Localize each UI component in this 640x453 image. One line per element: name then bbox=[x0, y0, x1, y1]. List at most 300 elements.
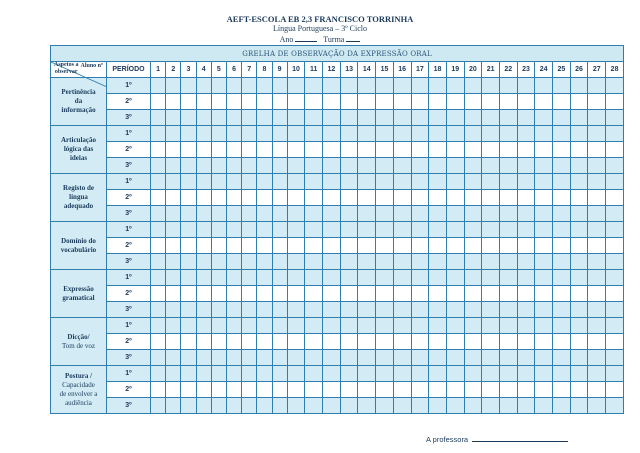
observation-cell[interactable] bbox=[499, 286, 517, 302]
turma-field[interactable] bbox=[346, 34, 360, 42]
observation-cell[interactable] bbox=[151, 238, 166, 254]
observation-cell[interactable] bbox=[358, 238, 376, 254]
observation-cell[interactable] bbox=[151, 286, 166, 302]
observation-cell[interactable] bbox=[429, 238, 447, 254]
observation-cell[interactable] bbox=[257, 334, 272, 350]
observation-cell[interactable] bbox=[429, 158, 447, 174]
observation-cell[interactable] bbox=[151, 318, 166, 334]
observation-cell[interactable] bbox=[411, 382, 429, 398]
observation-cell[interactable] bbox=[606, 238, 624, 254]
observation-cell[interactable] bbox=[257, 206, 272, 222]
observation-cell[interactable] bbox=[196, 270, 211, 286]
observation-cell[interactable] bbox=[553, 286, 571, 302]
observation-cell[interactable] bbox=[553, 350, 571, 366]
observation-cell[interactable] bbox=[305, 350, 323, 366]
observation-cell[interactable] bbox=[499, 334, 517, 350]
observation-cell[interactable] bbox=[499, 382, 517, 398]
observation-cell[interactable] bbox=[464, 286, 482, 302]
observation-cell[interactable] bbox=[411, 254, 429, 270]
observation-cell[interactable] bbox=[257, 286, 272, 302]
observation-cell[interactable] bbox=[535, 398, 553, 414]
observation-cell[interactable] bbox=[340, 286, 358, 302]
observation-cell[interactable] bbox=[181, 158, 196, 174]
observation-cell[interactable] bbox=[358, 110, 376, 126]
observation-cell[interactable] bbox=[287, 158, 305, 174]
observation-cell[interactable] bbox=[305, 238, 323, 254]
observation-cell[interactable] bbox=[257, 318, 272, 334]
observation-cell[interactable] bbox=[287, 238, 305, 254]
observation-cell[interactable] bbox=[429, 270, 447, 286]
observation-cell[interactable] bbox=[606, 158, 624, 174]
observation-cell[interactable] bbox=[257, 174, 272, 190]
observation-cell[interactable] bbox=[166, 318, 181, 334]
observation-cell[interactable] bbox=[606, 318, 624, 334]
observation-cell[interactable] bbox=[446, 174, 464, 190]
observation-cell[interactable] bbox=[211, 382, 226, 398]
observation-cell[interactable] bbox=[196, 318, 211, 334]
observation-cell[interactable] bbox=[358, 78, 376, 94]
observation-cell[interactable] bbox=[446, 350, 464, 366]
observation-cell[interactable] bbox=[606, 190, 624, 206]
observation-cell[interactable] bbox=[226, 142, 241, 158]
observation-cell[interactable] bbox=[499, 94, 517, 110]
observation-cell[interactable] bbox=[323, 206, 341, 222]
observation-cell[interactable] bbox=[429, 286, 447, 302]
observation-cell[interactable] bbox=[570, 286, 588, 302]
observation-cell[interactable] bbox=[376, 318, 394, 334]
observation-cell[interactable] bbox=[211, 142, 226, 158]
observation-cell[interactable] bbox=[606, 382, 624, 398]
observation-cell[interactable] bbox=[166, 286, 181, 302]
observation-cell[interactable] bbox=[340, 318, 358, 334]
observation-cell[interactable] bbox=[429, 126, 447, 142]
observation-cell[interactable] bbox=[482, 174, 500, 190]
observation-cell[interactable] bbox=[393, 110, 411, 126]
observation-cell[interactable] bbox=[588, 286, 606, 302]
observation-cell[interactable] bbox=[570, 190, 588, 206]
observation-cell[interactable] bbox=[606, 142, 624, 158]
observation-cell[interactable] bbox=[181, 318, 196, 334]
observation-cell[interactable] bbox=[517, 238, 535, 254]
observation-cell[interactable] bbox=[257, 110, 272, 126]
observation-cell[interactable] bbox=[181, 366, 196, 382]
observation-cell[interactable] bbox=[393, 190, 411, 206]
observation-cell[interactable] bbox=[588, 254, 606, 270]
signature-field[interactable] bbox=[472, 434, 568, 442]
observation-cell[interactable] bbox=[376, 142, 394, 158]
observation-cell[interactable] bbox=[272, 382, 287, 398]
observation-cell[interactable] bbox=[393, 382, 411, 398]
observation-cell[interactable] bbox=[272, 302, 287, 318]
observation-cell[interactable] bbox=[446, 238, 464, 254]
observation-cell[interactable] bbox=[323, 126, 341, 142]
observation-cell[interactable] bbox=[166, 382, 181, 398]
observation-cell[interactable] bbox=[272, 174, 287, 190]
observation-cell[interactable] bbox=[499, 238, 517, 254]
observation-cell[interactable] bbox=[499, 158, 517, 174]
observation-cell[interactable] bbox=[464, 382, 482, 398]
observation-cell[interactable] bbox=[257, 142, 272, 158]
observation-cell[interactable] bbox=[429, 78, 447, 94]
observation-cell[interactable] bbox=[305, 94, 323, 110]
observation-cell[interactable] bbox=[305, 222, 323, 238]
observation-cell[interactable] bbox=[499, 222, 517, 238]
observation-cell[interactable] bbox=[242, 366, 257, 382]
observation-cell[interactable] bbox=[393, 398, 411, 414]
observation-cell[interactable] bbox=[535, 270, 553, 286]
observation-cell[interactable] bbox=[257, 350, 272, 366]
observation-cell[interactable] bbox=[272, 398, 287, 414]
observation-cell[interactable] bbox=[181, 382, 196, 398]
observation-cell[interactable] bbox=[393, 334, 411, 350]
observation-cell[interactable] bbox=[429, 334, 447, 350]
observation-cell[interactable] bbox=[517, 350, 535, 366]
observation-cell[interactable] bbox=[242, 78, 257, 94]
observation-cell[interactable] bbox=[151, 222, 166, 238]
observation-cell[interactable] bbox=[446, 334, 464, 350]
observation-cell[interactable] bbox=[211, 286, 226, 302]
observation-cell[interactable] bbox=[196, 286, 211, 302]
observation-cell[interactable] bbox=[446, 366, 464, 382]
observation-cell[interactable] bbox=[499, 350, 517, 366]
observation-cell[interactable] bbox=[517, 334, 535, 350]
observation-cell[interactable] bbox=[553, 142, 571, 158]
observation-cell[interactable] bbox=[181, 190, 196, 206]
observation-cell[interactable] bbox=[226, 366, 241, 382]
observation-cell[interactable] bbox=[358, 158, 376, 174]
observation-cell[interactable] bbox=[446, 286, 464, 302]
observation-cell[interactable] bbox=[340, 174, 358, 190]
observation-cell[interactable] bbox=[570, 158, 588, 174]
observation-cell[interactable] bbox=[588, 382, 606, 398]
observation-cell[interactable] bbox=[242, 302, 257, 318]
observation-cell[interactable] bbox=[181, 270, 196, 286]
observation-cell[interactable] bbox=[272, 190, 287, 206]
observation-cell[interactable] bbox=[242, 318, 257, 334]
observation-cell[interactable] bbox=[429, 350, 447, 366]
observation-cell[interactable] bbox=[553, 158, 571, 174]
observation-cell[interactable] bbox=[340, 334, 358, 350]
observation-cell[interactable] bbox=[181, 398, 196, 414]
observation-cell[interactable] bbox=[570, 270, 588, 286]
observation-cell[interactable] bbox=[570, 94, 588, 110]
observation-cell[interactable] bbox=[242, 334, 257, 350]
observation-cell[interactable] bbox=[257, 78, 272, 94]
observation-cell[interactable] bbox=[287, 398, 305, 414]
observation-cell[interactable] bbox=[499, 206, 517, 222]
observation-cell[interactable] bbox=[358, 286, 376, 302]
observation-cell[interactable] bbox=[553, 126, 571, 142]
observation-cell[interactable] bbox=[166, 238, 181, 254]
observation-cell[interactable] bbox=[166, 126, 181, 142]
observation-cell[interactable] bbox=[411, 398, 429, 414]
observation-cell[interactable] bbox=[226, 286, 241, 302]
observation-cell[interactable] bbox=[517, 126, 535, 142]
observation-cell[interactable] bbox=[305, 302, 323, 318]
observation-cell[interactable] bbox=[166, 142, 181, 158]
observation-cell[interactable] bbox=[287, 142, 305, 158]
observation-cell[interactable] bbox=[181, 94, 196, 110]
observation-cell[interactable] bbox=[242, 158, 257, 174]
observation-cell[interactable] bbox=[588, 270, 606, 286]
observation-cell[interactable] bbox=[340, 350, 358, 366]
observation-cell[interactable] bbox=[376, 110, 394, 126]
observation-cell[interactable] bbox=[272, 94, 287, 110]
observation-cell[interactable] bbox=[287, 110, 305, 126]
observation-cell[interactable] bbox=[305, 270, 323, 286]
observation-cell[interactable] bbox=[196, 206, 211, 222]
observation-cell[interactable] bbox=[211, 366, 226, 382]
observation-cell[interactable] bbox=[517, 190, 535, 206]
observation-cell[interactable] bbox=[588, 206, 606, 222]
observation-cell[interactable] bbox=[323, 238, 341, 254]
observation-cell[interactable] bbox=[196, 174, 211, 190]
observation-cell[interactable] bbox=[393, 174, 411, 190]
observation-cell[interactable] bbox=[517, 174, 535, 190]
observation-cell[interactable] bbox=[606, 174, 624, 190]
observation-cell[interactable] bbox=[166, 94, 181, 110]
observation-cell[interactable] bbox=[196, 350, 211, 366]
observation-cell[interactable] bbox=[411, 318, 429, 334]
observation-cell[interactable] bbox=[196, 334, 211, 350]
observation-cell[interactable] bbox=[211, 254, 226, 270]
observation-cell[interactable] bbox=[226, 206, 241, 222]
observation-cell[interactable] bbox=[517, 398, 535, 414]
observation-cell[interactable] bbox=[411, 94, 429, 110]
observation-cell[interactable] bbox=[535, 286, 553, 302]
observation-cell[interactable] bbox=[226, 174, 241, 190]
observation-cell[interactable] bbox=[517, 94, 535, 110]
observation-cell[interactable] bbox=[553, 398, 571, 414]
observation-cell[interactable] bbox=[305, 254, 323, 270]
observation-cell[interactable] bbox=[499, 366, 517, 382]
observation-cell[interactable] bbox=[499, 398, 517, 414]
observation-cell[interactable] bbox=[211, 78, 226, 94]
observation-cell[interactable] bbox=[570, 126, 588, 142]
observation-cell[interactable] bbox=[242, 398, 257, 414]
observation-cell[interactable] bbox=[323, 78, 341, 94]
observation-cell[interactable] bbox=[376, 78, 394, 94]
observation-cell[interactable] bbox=[181, 126, 196, 142]
observation-cell[interactable] bbox=[376, 382, 394, 398]
observation-cell[interactable] bbox=[196, 382, 211, 398]
observation-cell[interactable] bbox=[358, 334, 376, 350]
observation-cell[interactable] bbox=[151, 126, 166, 142]
observation-cell[interactable] bbox=[482, 270, 500, 286]
observation-cell[interactable] bbox=[570, 398, 588, 414]
observation-cell[interactable] bbox=[287, 78, 305, 94]
observation-cell[interactable] bbox=[358, 190, 376, 206]
observation-cell[interactable] bbox=[340, 270, 358, 286]
observation-cell[interactable] bbox=[464, 110, 482, 126]
observation-cell[interactable] bbox=[287, 302, 305, 318]
observation-cell[interactable] bbox=[305, 142, 323, 158]
observation-cell[interactable] bbox=[151, 110, 166, 126]
observation-cell[interactable] bbox=[393, 94, 411, 110]
observation-cell[interactable] bbox=[323, 142, 341, 158]
observation-cell[interactable] bbox=[257, 190, 272, 206]
observation-cell[interactable] bbox=[287, 254, 305, 270]
observation-cell[interactable] bbox=[553, 190, 571, 206]
observation-cell[interactable] bbox=[287, 318, 305, 334]
observation-cell[interactable] bbox=[535, 94, 553, 110]
observation-cell[interactable] bbox=[323, 366, 341, 382]
observation-cell[interactable] bbox=[151, 398, 166, 414]
observation-cell[interactable] bbox=[570, 142, 588, 158]
observation-cell[interactable] bbox=[358, 254, 376, 270]
observation-cell[interactable] bbox=[358, 302, 376, 318]
observation-cell[interactable] bbox=[151, 382, 166, 398]
observation-cell[interactable] bbox=[358, 174, 376, 190]
observation-cell[interactable] bbox=[464, 398, 482, 414]
observation-cell[interactable] bbox=[323, 302, 341, 318]
observation-cell[interactable] bbox=[499, 126, 517, 142]
observation-cell[interactable] bbox=[181, 302, 196, 318]
observation-cell[interactable] bbox=[226, 350, 241, 366]
observation-cell[interactable] bbox=[499, 270, 517, 286]
observation-cell[interactable] bbox=[211, 190, 226, 206]
observation-cell[interactable] bbox=[499, 78, 517, 94]
observation-cell[interactable] bbox=[376, 222, 394, 238]
observation-cell[interactable] bbox=[499, 302, 517, 318]
observation-cell[interactable] bbox=[464, 142, 482, 158]
observation-cell[interactable] bbox=[446, 270, 464, 286]
observation-cell[interactable] bbox=[151, 158, 166, 174]
observation-cell[interactable] bbox=[535, 318, 553, 334]
observation-cell[interactable] bbox=[606, 94, 624, 110]
observation-cell[interactable] bbox=[464, 174, 482, 190]
observation-cell[interactable] bbox=[358, 142, 376, 158]
observation-cell[interactable] bbox=[257, 158, 272, 174]
observation-cell[interactable] bbox=[429, 206, 447, 222]
observation-cell[interactable] bbox=[272, 222, 287, 238]
observation-cell[interactable] bbox=[257, 238, 272, 254]
observation-cell[interactable] bbox=[570, 222, 588, 238]
observation-cell[interactable] bbox=[464, 334, 482, 350]
observation-cell[interactable] bbox=[411, 286, 429, 302]
observation-cell[interactable] bbox=[553, 382, 571, 398]
observation-cell[interactable] bbox=[446, 254, 464, 270]
observation-cell[interactable] bbox=[287, 334, 305, 350]
observation-cell[interactable] bbox=[211, 334, 226, 350]
observation-cell[interactable] bbox=[588, 94, 606, 110]
observation-cell[interactable] bbox=[393, 222, 411, 238]
observation-cell[interactable] bbox=[242, 174, 257, 190]
observation-cell[interactable] bbox=[287, 190, 305, 206]
observation-cell[interactable] bbox=[166, 110, 181, 126]
observation-cell[interactable] bbox=[464, 366, 482, 382]
observation-cell[interactable] bbox=[482, 286, 500, 302]
observation-cell[interactable] bbox=[535, 334, 553, 350]
observation-cell[interactable] bbox=[588, 222, 606, 238]
observation-cell[interactable] bbox=[305, 366, 323, 382]
observation-cell[interactable] bbox=[305, 190, 323, 206]
observation-cell[interactable] bbox=[272, 286, 287, 302]
observation-cell[interactable] bbox=[606, 78, 624, 94]
observation-cell[interactable] bbox=[181, 238, 196, 254]
observation-cell[interactable] bbox=[411, 142, 429, 158]
observation-cell[interactable] bbox=[482, 350, 500, 366]
observation-cell[interactable] bbox=[242, 222, 257, 238]
observation-cell[interactable] bbox=[429, 174, 447, 190]
observation-cell[interactable] bbox=[570, 382, 588, 398]
observation-cell[interactable] bbox=[499, 318, 517, 334]
observation-cell[interactable] bbox=[446, 126, 464, 142]
observation-cell[interactable] bbox=[257, 398, 272, 414]
observation-cell[interactable] bbox=[588, 174, 606, 190]
observation-cell[interactable] bbox=[376, 206, 394, 222]
observation-cell[interactable] bbox=[570, 254, 588, 270]
observation-cell[interactable] bbox=[553, 270, 571, 286]
observation-cell[interactable] bbox=[323, 190, 341, 206]
observation-cell[interactable] bbox=[482, 126, 500, 142]
observation-cell[interactable] bbox=[517, 366, 535, 382]
observation-cell[interactable] bbox=[226, 254, 241, 270]
observation-cell[interactable] bbox=[376, 350, 394, 366]
observation-cell[interactable] bbox=[482, 94, 500, 110]
observation-cell[interactable] bbox=[482, 142, 500, 158]
observation-cell[interactable] bbox=[411, 302, 429, 318]
observation-cell[interactable] bbox=[517, 110, 535, 126]
observation-cell[interactable] bbox=[606, 110, 624, 126]
observation-cell[interactable] bbox=[272, 206, 287, 222]
observation-cell[interactable] bbox=[305, 334, 323, 350]
observation-cell[interactable] bbox=[446, 382, 464, 398]
observation-cell[interactable] bbox=[517, 270, 535, 286]
observation-cell[interactable] bbox=[305, 174, 323, 190]
observation-cell[interactable] bbox=[287, 382, 305, 398]
observation-cell[interactable] bbox=[517, 158, 535, 174]
observation-cell[interactable] bbox=[226, 94, 241, 110]
observation-cell[interactable] bbox=[411, 334, 429, 350]
observation-cell[interactable] bbox=[464, 318, 482, 334]
observation-cell[interactable] bbox=[517, 254, 535, 270]
observation-cell[interactable] bbox=[535, 222, 553, 238]
observation-cell[interactable] bbox=[535, 366, 553, 382]
observation-cell[interactable] bbox=[226, 270, 241, 286]
observation-cell[interactable] bbox=[272, 238, 287, 254]
observation-cell[interactable] bbox=[606, 350, 624, 366]
observation-cell[interactable] bbox=[226, 382, 241, 398]
observation-cell[interactable] bbox=[464, 270, 482, 286]
observation-cell[interactable] bbox=[588, 158, 606, 174]
observation-cell[interactable] bbox=[446, 78, 464, 94]
observation-cell[interactable] bbox=[211, 350, 226, 366]
observation-cell[interactable] bbox=[553, 94, 571, 110]
observation-cell[interactable] bbox=[446, 398, 464, 414]
observation-cell[interactable] bbox=[535, 78, 553, 94]
observation-cell[interactable] bbox=[482, 158, 500, 174]
observation-cell[interactable] bbox=[429, 382, 447, 398]
observation-cell[interactable] bbox=[570, 334, 588, 350]
observation-cell[interactable] bbox=[211, 174, 226, 190]
observation-cell[interactable] bbox=[517, 318, 535, 334]
observation-cell[interactable] bbox=[606, 126, 624, 142]
observation-cell[interactable] bbox=[257, 222, 272, 238]
observation-cell[interactable] bbox=[535, 254, 553, 270]
observation-cell[interactable] bbox=[166, 222, 181, 238]
observation-cell[interactable] bbox=[257, 302, 272, 318]
observation-cell[interactable] bbox=[482, 318, 500, 334]
observation-cell[interactable] bbox=[588, 78, 606, 94]
observation-cell[interactable] bbox=[181, 254, 196, 270]
observation-cell[interactable] bbox=[257, 254, 272, 270]
observation-cell[interactable] bbox=[606, 286, 624, 302]
observation-cell[interactable] bbox=[272, 110, 287, 126]
observation-cell[interactable] bbox=[482, 78, 500, 94]
observation-cell[interactable] bbox=[358, 206, 376, 222]
observation-cell[interactable] bbox=[588, 334, 606, 350]
